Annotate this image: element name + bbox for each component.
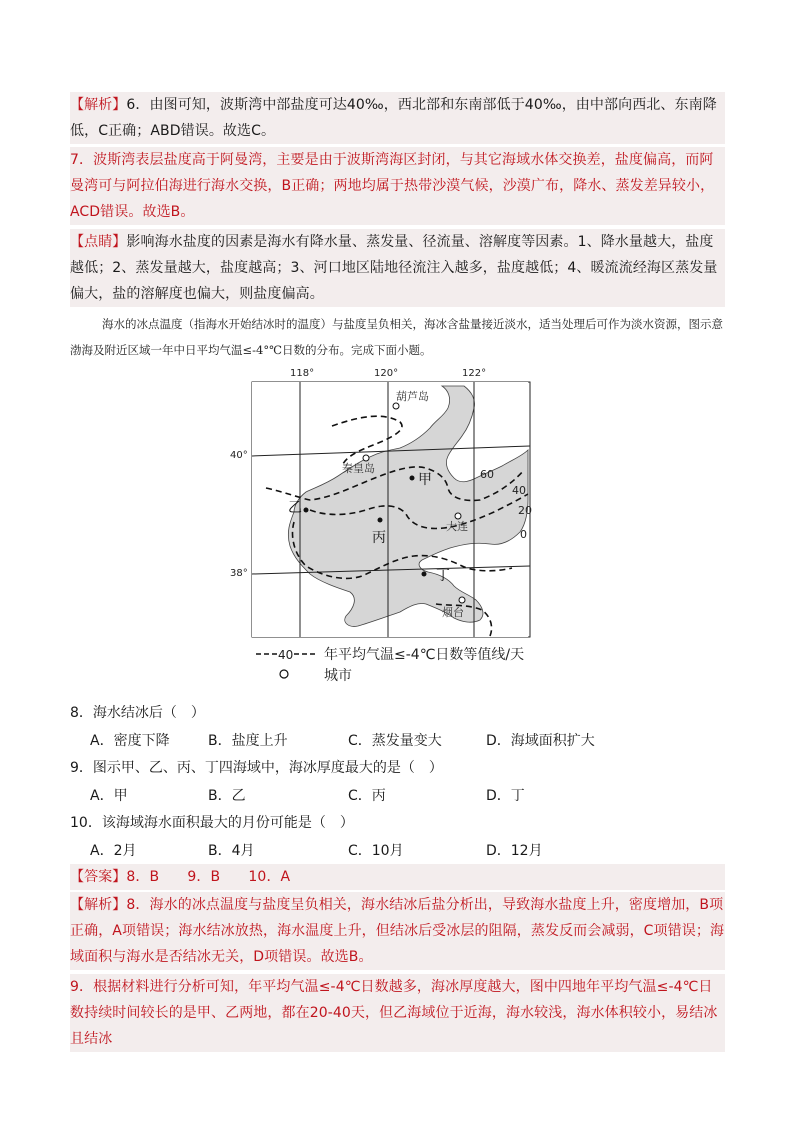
- question-8-option-d: D．海域面积扩大: [486, 733, 595, 749]
- city-label-yantai: 烟台: [442, 606, 464, 619]
- analysis-tag: 【解析】: [70, 97, 127, 113]
- point-ding: [422, 572, 427, 577]
- point-jia: [410, 476, 415, 481]
- city-marker: [455, 513, 461, 519]
- question-10-option-d: D．12月: [486, 843, 543, 859]
- analysis-paragraph-6: [70, 92, 725, 144]
- analysis-9-paragraph: [70, 974, 725, 1052]
- legend-isoline-text: 年平均气温≤-4℃日数等值线/天: [324, 647, 525, 663]
- map-svg: [230, 360, 570, 690]
- legend-city-icon: [280, 670, 288, 678]
- analysis-9-text: 9．根据材料进行分析可知，年平均气温≤-4℃日数越多，海冰厚度越大，图中四地年平均气温≤-4℃日数持续时间较长的是甲、乙两地，都在20-40天，但乙海域位于近海，海水较浅，海水体积较小，易结冰且结冰: [70, 979, 718, 1047]
- city-marker: [459, 597, 465, 603]
- analysis-8-text: 8．海水的冰点温度与盐度呈负相关，海水结冰后盐分析出，导致海水盐度上升，密度增加，B项正确，A项错误；海水结冰放热，海水温度上升，但结冰后受冰层的阻隔，蒸发反而会减弱，C项错误；海域面积与海水是否结冰无关，D项错误。故选B。: [70, 897, 725, 965]
- city-label-dalian: 大连: [446, 520, 468, 533]
- question-8-option-a: A．密度下降: [90, 733, 170, 749]
- question-9-option-d: D．丁: [486, 788, 525, 804]
- point-label-bing: 丙: [372, 530, 386, 546]
- question-9-option-b: B．乙: [208, 788, 246, 804]
- legend-city-text: 城市: [324, 668, 352, 684]
- question-9-stem: 9．图示甲、乙、丙、丁四海域中，海冰厚度最大的是（ ）: [70, 760, 443, 776]
- question-10-option-a: A．2月: [90, 843, 137, 859]
- city-label-huludao: 葫芦岛: [396, 390, 429, 403]
- analysis-paragraph-7: [70, 147, 725, 225]
- lon-label-118: 118°: [290, 368, 315, 379]
- point-label-jia: 甲: [418, 472, 432, 488]
- city-marker: [363, 455, 369, 461]
- isoline-label: 40: [512, 484, 526, 497]
- city-label-qinhuangdao: 秦皇岛: [342, 462, 375, 475]
- lat-label-38: 38°: [230, 568, 248, 579]
- point-label-yi: 乙: [288, 500, 302, 516]
- question-10-option-b: B．4月: [208, 843, 255, 859]
- analysis-text: 7．波斯湾表层盐度高于阿曼湾，主要是由于波斯湾海区封闭，与其它海域水体交换差，盐度偏高，而阿曼湾可与阿拉伯海进行海水交换，B正确；两地均属于热带沙漠气候，沙漠广布，降水、蒸发差异较小，ACD错误。故选B。: [70, 152, 715, 220]
- question-8-option-c: C．蒸发量变大: [348, 733, 442, 749]
- isoline-label: 60: [480, 468, 494, 481]
- bohai-map: [230, 360, 570, 690]
- answer-tag: 【答案】: [70, 869, 127, 885]
- isoline-label: 0: [520, 528, 527, 541]
- key-point-text: 影响海水盐度的因素是海水有降水量、蒸发量、径流量、溶解度等因素。1、降水量越大，盐度越低；2、蒸发量越大，盐度越高；3、河口地区陆地径流注入越多，盐度越低；4、暖流流经海区蒸发量偏大，盐的溶解度也偏大，则盐度偏高。: [70, 234, 718, 302]
- key-point-paragraph: [70, 229, 725, 307]
- point-label-ding: 丁: [436, 568, 450, 584]
- question-10-stem: 10．该海域海水面积最大的月份可能是（ ）: [70, 815, 354, 831]
- question-10-option-c: C．10月: [348, 843, 404, 859]
- analysis-tag: 【解析】: [70, 897, 127, 913]
- material-intro: 海水的冰点温度（指海水开始结冰时的温度）与盐度呈负相关，海冰含盐量接近淡水，适当处理后可作为淡水资源，图示意渤海及附近区域一年中日平均气温≤-4°℃日数的分布。完成下面小题。: [70, 317, 723, 357]
- question-8-stem: 8．海水结冰后（ ）: [70, 705, 205, 721]
- analysis-8-paragraph: [70, 892, 725, 970]
- analysis-text: 6．由图可知，波斯湾中部盐度可达40‰，西北部和东南部低于40‰，由中部向西北、东南降低，C正确；ABD错误。故选C。: [70, 97, 717, 139]
- lon-label-120: 120°: [374, 368, 399, 379]
- question-8-option-b: B．盐度上升: [208, 733, 288, 749]
- answer-text: 8．B 9．B 10．A: [126, 869, 291, 885]
- point-bing: [378, 518, 383, 523]
- question-9-option-c: C．丙: [348, 788, 386, 804]
- lon-label-122: 122°: [462, 368, 487, 379]
- isoline-label: 20: [518, 504, 532, 517]
- lat-label-40: 40°: [230, 450, 248, 461]
- point-yi: [304, 508, 309, 513]
- question-9-option-a: A．甲: [90, 788, 128, 804]
- legend-isoline-value: 40: [278, 648, 294, 662]
- answer-line: [70, 864, 725, 890]
- city-marker: [393, 403, 399, 409]
- key-point-tag: 【点睛】: [70, 234, 127, 250]
